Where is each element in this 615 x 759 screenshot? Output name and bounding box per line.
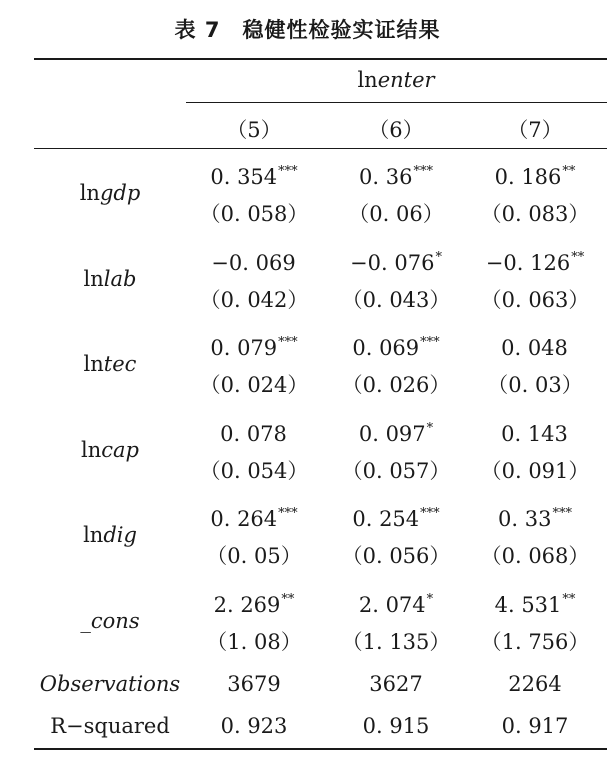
coefficient-cell — [359, 421, 433, 446]
row-label-variable: lab — [103, 266, 137, 291]
coefficient-cell — [495, 592, 576, 617]
coefficient-cell — [495, 164, 576, 189]
r-squared-value: 0. 923 — [220, 714, 288, 738]
standard-error: （0. 057） — [341, 458, 451, 483]
standard-error: （0. 024） — [199, 373, 309, 397]
coefficient-cell — [352, 335, 439, 360]
header-rule — [34, 148, 607, 149]
coefficient-value: 0. 186 — [494, 165, 562, 189]
coefficient-cell — [220, 421, 288, 446]
coefficient-value: 2. 269 — [213, 592, 281, 617]
coefficient-value: 0. 354 — [210, 165, 278, 189]
coefficient-value: 2. 074 — [358, 592, 426, 617]
standard-error: （0. 083） — [480, 202, 590, 226]
coefficient-cell — [352, 506, 439, 531]
coefficient-value: 0. 069 — [352, 336, 420, 360]
significance-stars: * — [426, 591, 434, 607]
coefficient-cell — [210, 335, 297, 360]
coefficient-cell — [214, 592, 295, 617]
observations-value: 3679 — [227, 672, 281, 696]
coefficient-cell — [210, 506, 297, 531]
standard-error: （0. 063） — [480, 287, 590, 312]
coefficient-value: 0. 143 — [501, 421, 568, 446]
coefficient-value: 0. 33 — [498, 507, 552, 531]
row-label-prefix: ln — [81, 437, 102, 462]
top-rule — [34, 58, 607, 60]
significance-stars: *** — [552, 506, 572, 521]
coefficient-cell — [359, 164, 433, 189]
coefficient-value: 4. 531 — [494, 592, 562, 617]
coefficient-value: 0. 254 — [352, 507, 420, 531]
group-header-prefix: ln — [357, 68, 378, 92]
group-rule — [186, 102, 607, 103]
standard-error: （0. 058） — [199, 202, 309, 226]
coefficient-value: 0. 079 — [210, 336, 278, 360]
row-label-variable: tec — [103, 352, 137, 376]
row-label-prefix: ln — [83, 266, 104, 291]
group-header — [357, 68, 434, 92]
coefficient-cell — [501, 421, 569, 446]
significance-stars: * — [426, 420, 434, 436]
observations-label: Observations — [39, 672, 181, 696]
coefficient-value: −0. 126 — [485, 250, 571, 275]
row-label-variable: _cons — [80, 608, 140, 633]
coefficient-value: 0. 078 — [220, 421, 287, 446]
row-label-variable: cap — [101, 437, 139, 462]
row-label-prefix: ln — [83, 523, 104, 547]
bottom-rule — [34, 748, 607, 750]
coefficient-cell — [210, 164, 297, 189]
table-title — [0, 14, 615, 44]
standard-error: （0. 042） — [199, 287, 309, 312]
observations-value: 2264 — [508, 672, 562, 696]
observations-value: 3627 — [369, 672, 423, 696]
standard-error: （0. 068） — [480, 544, 590, 568]
coefficient-value: −0. 076 — [350, 250, 435, 275]
coefficient-value: 0. 097 — [358, 421, 426, 446]
significance-stars: ** — [562, 591, 576, 607]
standard-error: （0. 043） — [341, 287, 451, 312]
row-label-variable: gdp — [99, 181, 141, 205]
row-label — [80, 609, 139, 633]
significance-stars: *** — [420, 506, 440, 521]
r-squared-value: 0. 917 — [501, 714, 569, 738]
table-number: 表 7 — [174, 18, 221, 42]
coefficient-cell — [486, 250, 584, 275]
significance-stars: *** — [278, 335, 298, 350]
row-label — [84, 267, 137, 291]
standard-error: （0. 054） — [199, 458, 309, 483]
significance-stars: ** — [281, 591, 295, 607]
coefficient-cell — [211, 250, 296, 275]
significance-stars: ** — [562, 164, 576, 179]
standard-error: （0. 091） — [480, 458, 590, 483]
significance-stars: *** — [278, 506, 298, 521]
row-label — [81, 438, 139, 462]
coefficient-value: 0. 36 — [359, 165, 413, 189]
standard-error: （0. 06） — [348, 202, 444, 226]
row-label-variable: dig — [103, 523, 137, 547]
significance-stars: * — [435, 249, 442, 265]
coefficient-cell — [498, 506, 572, 531]
significance-stars: *** — [278, 164, 298, 179]
row-label — [80, 181, 141, 205]
significance-stars: *** — [413, 164, 433, 179]
coefficient-cell — [359, 592, 433, 617]
standard-error: （0. 05） — [206, 544, 302, 568]
r-squared-label: R−squared — [50, 714, 170, 738]
standard-error: （1. 756） — [480, 629, 590, 654]
table-caption: 稳健性检验实证结果 — [242, 18, 441, 42]
coefficient-value: −0. 069 — [211, 250, 296, 275]
standard-error: （0. 026） — [341, 373, 451, 397]
coefficient-value: 0. 048 — [501, 336, 568, 360]
significance-stars: ** — [571, 249, 585, 265]
coefficient-cell — [501, 335, 569, 360]
standard-error: （0. 03） — [487, 373, 583, 397]
row-label-prefix: ln — [83, 352, 104, 376]
column-header-7: （7） — [507, 118, 563, 142]
r-squared-value: 0. 915 — [362, 714, 430, 738]
standard-error: （1. 135） — [341, 629, 451, 654]
group-header-italic: enter — [377, 68, 435, 92]
standard-error: （0. 056） — [341, 544, 451, 568]
coefficient-value: 0. 264 — [210, 507, 278, 531]
column-header-6: （6） — [368, 118, 424, 142]
significance-stars: *** — [420, 335, 440, 350]
row-label-prefix: ln — [79, 181, 100, 205]
row-label — [83, 523, 137, 547]
standard-error: （1. 08） — [206, 629, 302, 654]
row-label — [84, 352, 137, 376]
coefficient-cell — [350, 250, 442, 275]
column-header-5: （5） — [226, 118, 282, 142]
